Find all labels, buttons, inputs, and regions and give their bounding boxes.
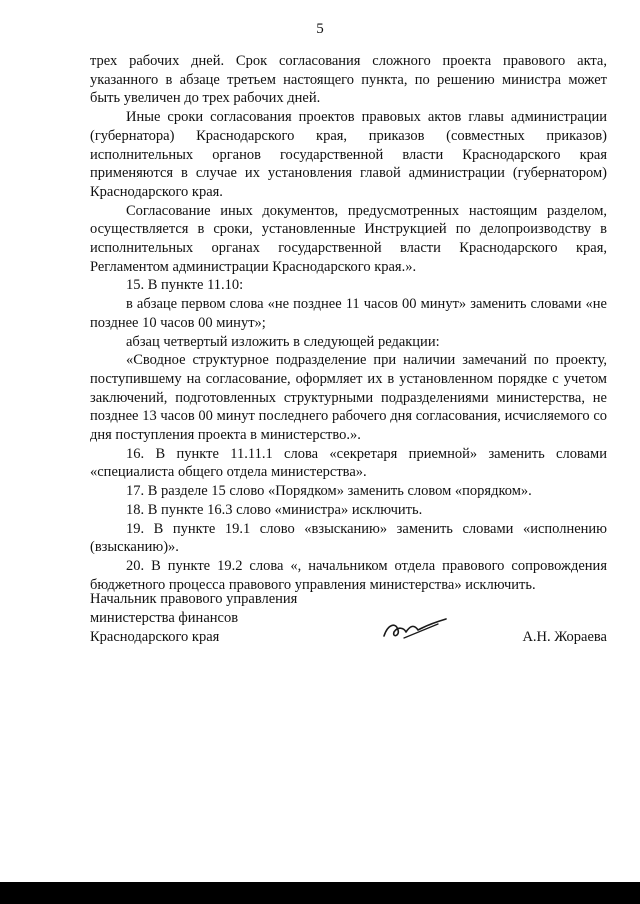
item-19: 19. В пункте 19.1 слово «взысканию» заменить словами «исполнению (взысканию)». (90, 520, 607, 556)
item-15-heading: 15. В пункте 11.10: (126, 277, 244, 294)
paragraph-other-documents: Согласование иных документов, предусмотренных настоящим разделом, осуществляется в сроки, установленные Инструкцией по делопроизводству в исполнительных органах государственной власти Краснодарского края, Регламентом администрации Краснодарского края.». (90, 202, 607, 275)
signatory-title-line: Начальник правового управления (90, 591, 298, 607)
signature-block (90, 590, 607, 647)
item-15-fourth-paragraph: абзац четвертый изложить в следующей редакции: (126, 333, 440, 350)
item-15-first-paragraph: в абзаце первом слова «не позднее 11 часов 00 минут» заменить словами «не позднее 10 часов 00 минут»; (90, 296, 607, 331)
item-17: 17. В разделе 15 слово «Порядком» заменить словом «порядком». (126, 483, 532, 500)
paragraph-continuation: трех рабочих дней. Срок согласования сложного проекта правового акта, указанного в абзаце третьем настоящего пункта, по решению министра может быть увеличен до трех рабочих дней. (90, 53, 607, 107)
scan-edge-band (0, 882, 640, 904)
page-number: 5 (316, 21, 324, 37)
item-16: 16. В пункте 11.11.1 слова «секретаря приемной» заменить словами «специалиста общего отдела министерства». (90, 445, 607, 481)
signatory-title-line: Краснодарского края (90, 629, 220, 645)
document-body (90, 52, 607, 594)
signatory-title-line: министерства финансов (90, 610, 239, 626)
item-20: 20. В пункте 19.2 слова «, начальником отдела правового сопровождения бюджетного процесса правового управления министерства» исключить. (90, 557, 607, 593)
handwritten-signature (380, 616, 450, 644)
signatory-title (90, 590, 350, 647)
item-18: 18. В пункте 16.3 слово «министра» исключить. (126, 501, 423, 518)
paragraph-other-deadlines: Иные сроки согласования проектов правовых актов главы администрации (губернатора) Краснодарского края, приказов (совместных приказов) исполнительных органов государственной власти Краснодарского края применяются в случае их установления главой администрации (губернатором) Краснодарского края. (90, 109, 607, 200)
signatory-name: А.Н. Жораева (522, 629, 607, 645)
item-15-new-wording: «Сводное структурное подразделение при наличии замечаний по проекту, поступившему на согласование, оформляет их в установленном порядке с учетом заключений, подготовленных структурными подразделениями министерства, не позднее 13 часов 00 минут последнего рабочего дня согласования, исчисляемого со дня поступления проекта в министерство.». (90, 352, 607, 444)
